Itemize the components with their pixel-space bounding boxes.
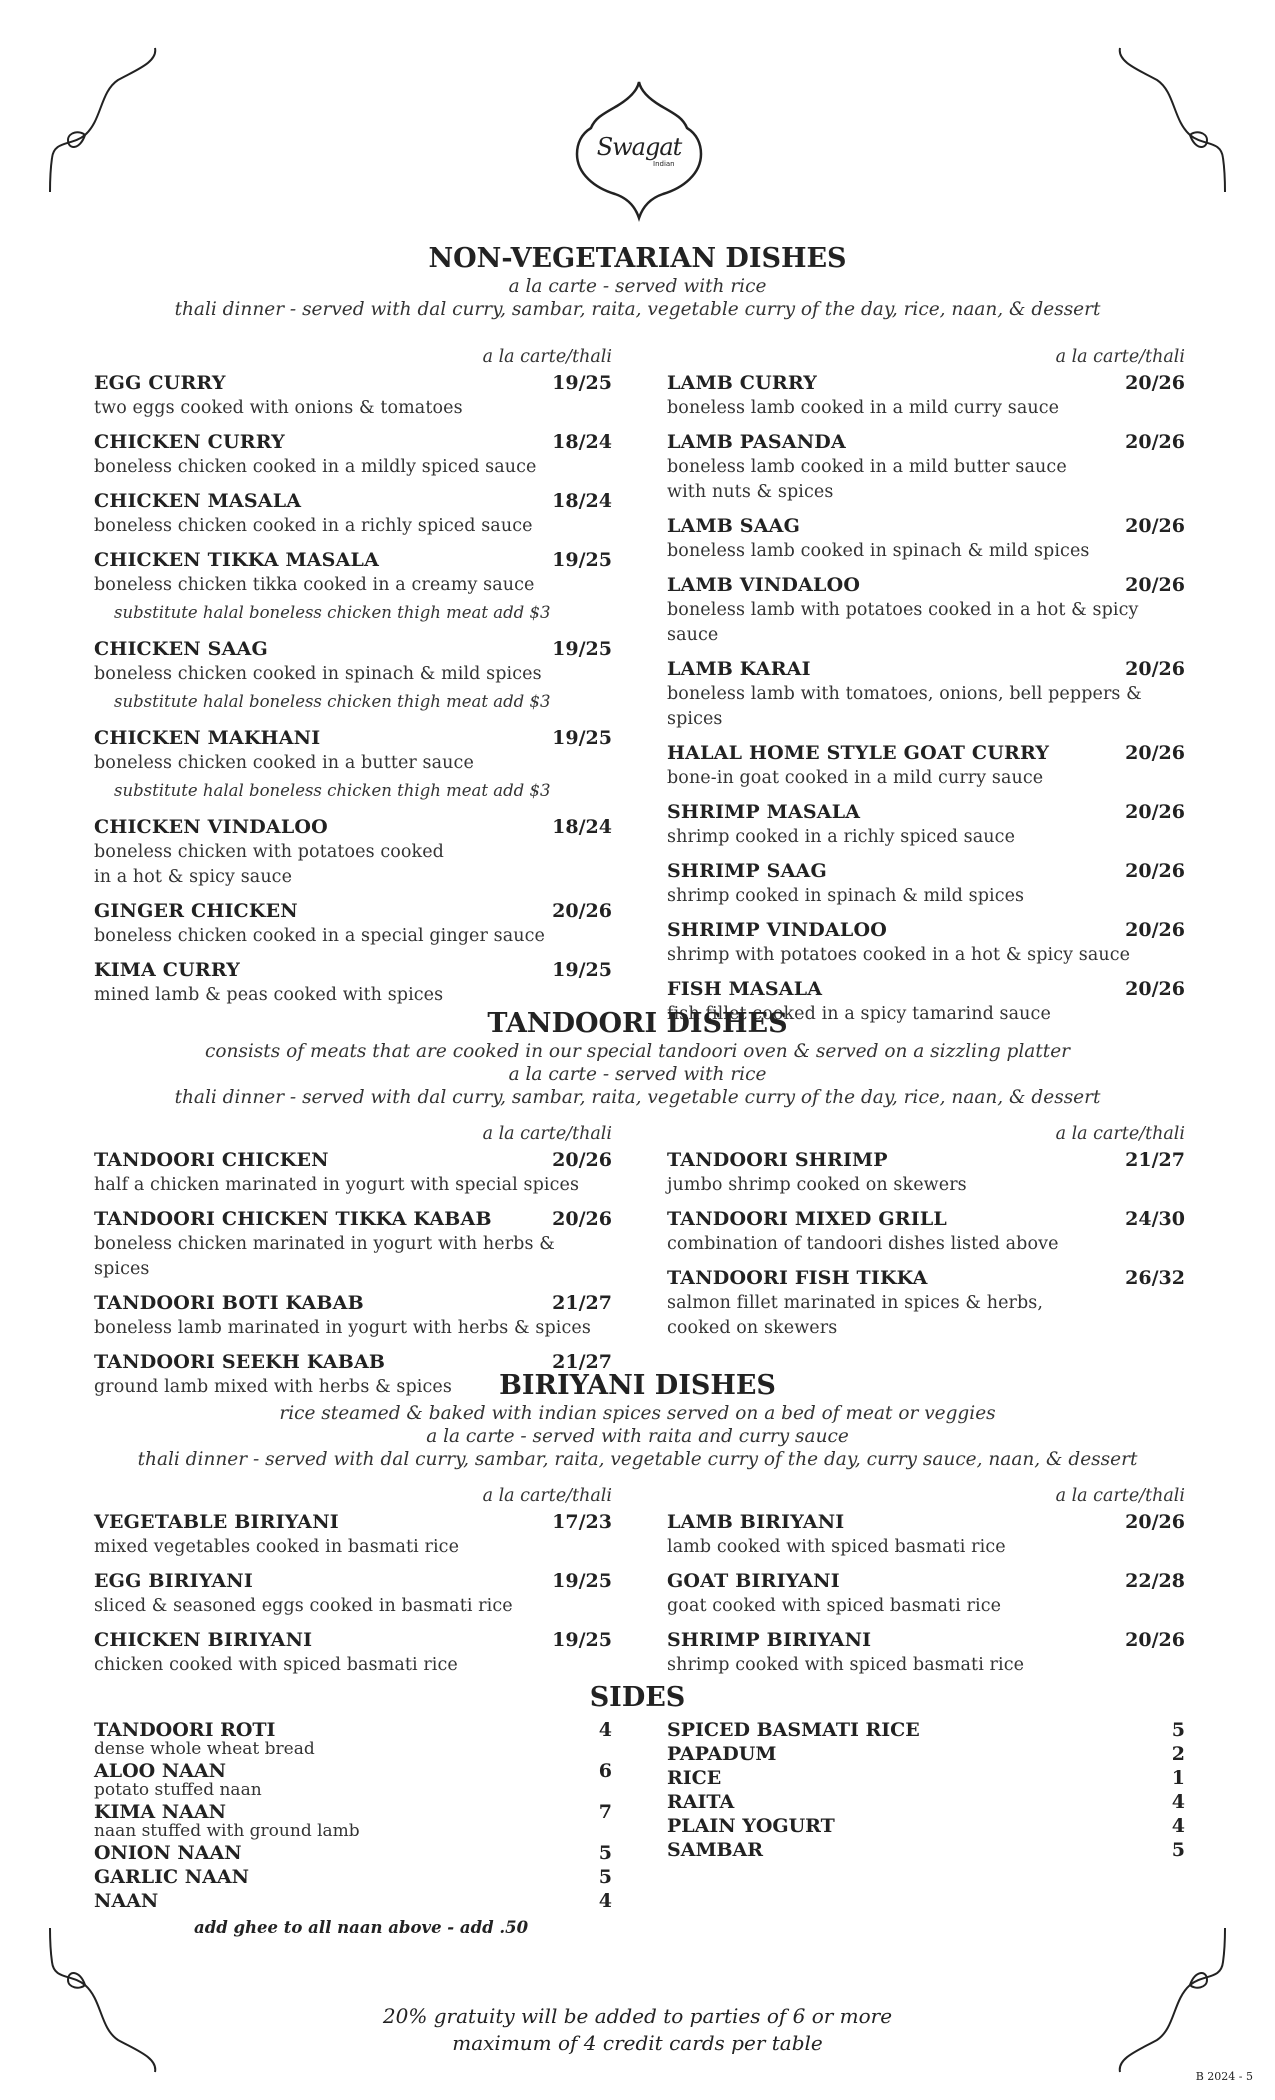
side-item [94,1720,612,1758]
side-name: ONION NAAN [94,1842,242,1864]
menu-item [667,370,1185,421]
column-header: a la carte/thali [482,1486,612,1506]
menu-item [94,898,612,949]
side-item-row [667,1744,1185,1765]
menu-item-row [667,976,1185,1002]
side-price: 7 [598,1801,612,1823]
dish-name: LAMB CURRY [667,372,818,394]
side-item-row [667,1792,1185,1813]
sides-left-column [94,1720,612,1937]
dish-name: CHICKEN TIKKA MASALA [94,549,380,571]
side-name: RICE [667,1767,722,1789]
sides-header [0,1682,1275,1714]
side-name: TANDOORI ROTI [94,1719,276,1741]
dish-name: EGG BIRIYANI [94,1570,253,1592]
dish-description: boneless lamb with tomatoes, onions, bell peppers & spices [667,684,1142,729]
dish-name: SHRIMP SAAG [667,860,827,882]
dish-description: boneless chicken cooked in a butter sauce [94,753,474,773]
dish-note: substitute halal boneless chicken thigh meat add $3 [114,603,551,622]
dish-name: LAMB PASANDA [667,431,846,453]
restaurant-logo [575,78,703,222]
menu-item [667,1265,1185,1341]
dish-description: salmon fillet marinated in spices & herbs, [667,1293,1044,1313]
dish-price: 20/26 [1125,515,1185,537]
tandoori-left-column [94,1121,612,1408]
dish-price: 20/26 [1125,860,1185,882]
dish-price: 18/24 [552,431,612,453]
dish-name: KIMA CURRY [94,959,241,981]
dish-description: boneless lamb marinated in yogurt with herbs & spices [94,1318,591,1338]
dish-name: TANDOORI CHICKEN [94,1149,329,1171]
section-subtitle: consists of meats that are cooked in our special tandoori oven & served on a sizzling platter [204,1041,1070,1062]
dish-price: 19/25 [552,549,612,571]
menu-item [667,799,1185,850]
gratuity-note: 20% gratuity will be added to parties of 6 or more [382,2004,893,2028]
menu-item [94,1509,612,1560]
side-item [667,1792,1185,1813]
dish-description: with nuts & spices [667,482,834,502]
menu-item [667,656,1185,732]
menu-item-row [667,1568,1185,1594]
dish-price: 24/30 [1125,1208,1185,1230]
dish-description: boneless lamb cooked in spinach & mild spices [667,541,1090,561]
menu-item-row [667,429,1185,455]
menu-item [94,1147,612,1198]
dish-name: TANDOORI MIXED GRILL [667,1208,947,1230]
dish-description: mined lamb & peas cooked with spices [94,985,444,1005]
dish-note: substitute halal boneless chicken thigh meat add $3 [114,781,551,800]
dish-name: HALAL HOME STYLE GOAT CURRY [667,742,1050,764]
side-item-row [667,1720,1185,1741]
menu-item-row [667,799,1185,825]
dish-note: substitute halal boneless chicken thigh meat add $3 [114,692,551,711]
sides-right-column [667,1720,1185,1864]
section-subtitle: thali dinner - served with dal curry, sambar, raita, vegetable curry of the day, rice, naan, & dessert [174,1087,1101,1108]
dish-description: boneless chicken cooked in a mildly spiced sauce [94,457,537,477]
menu-item-row [94,1206,612,1232]
dish-name: VEGETABLE BIRIYANI [94,1511,339,1533]
side-name: PLAIN YOGURT [667,1815,835,1837]
section-subtitle: a la carte - served with rice [508,276,767,297]
dish-name: CHICKEN BIRIYANI [94,1629,313,1651]
dish-price: 20/26 [1125,919,1185,941]
dish-price: 21/27 [1125,1149,1185,1171]
menu-item [94,429,612,480]
menu-item-row [94,1568,612,1594]
menu-item [667,513,1185,564]
side-price: 4 [1171,1791,1185,1813]
dish-description: boneless chicken cooked in a special ginger sauce [94,926,545,946]
side-description: naan stuffed with ground lamb [94,1821,360,1841]
side-name: ALOO NAAN [94,1760,227,1782]
dish-description: chicken cooked with spiced basmati rice [94,1655,458,1675]
menu-item [667,1206,1185,1257]
menu-item-row [667,656,1185,682]
menu-item-row [667,917,1185,943]
section-title: TANDOORI DISHES [487,1008,788,1039]
dish-description: two eggs cooked with onions & tomatoes [94,398,463,418]
dish-description: bone-in goat cooked in a mild curry sauce [667,768,1044,788]
dish-price: 21/27 [552,1351,612,1373]
side-item [667,1768,1185,1789]
section-subtitle: a la carte - served with rice [508,1064,767,1085]
menu-item-row [667,1509,1185,1535]
side-name: NAAN [94,1890,159,1912]
menu-code: B 2024 - 5 [1195,2070,1253,2083]
menu-item [667,1509,1185,1560]
dish-name: EGG CURRY [94,372,226,394]
section-title: BIRIYANI DISHES [499,1370,776,1401]
menu-item [94,725,612,806]
menu-item [667,429,1185,505]
menu-item-row [667,1147,1185,1173]
menu-item-row [94,547,612,573]
dish-price: 19/25 [552,959,612,981]
dish-price: 26/32 [1125,1267,1185,1289]
side-price: 6 [598,1760,612,1782]
side-item [667,1816,1185,1837]
menu-item-row [94,814,612,840]
dish-name: LAMB KARAI [667,658,811,680]
menu-item [94,370,612,421]
menu-item [667,1627,1185,1678]
dish-description: cooked on skewers [667,1318,838,1338]
nonveg-right-column [667,344,1185,1035]
dish-name: CHICKEN CURRY [94,431,285,453]
dish-price: 20/26 [1125,372,1185,394]
menu-item-row [94,636,612,662]
dish-price: 17/23 [552,1511,612,1533]
dish-name: LAMB VINDALOO [667,574,861,596]
column-header: a la carte/thali [1055,1486,1185,1506]
tandoori-right-column [667,1121,1185,1349]
section-subtitle: rice steamed & baked with indian spices served on a bed of meat or veggies [279,1403,996,1424]
menu-item [94,1627,612,1678]
menu-item [667,572,1185,648]
side-description: potato stuffed naan [94,1780,262,1800]
menu-item [667,1568,1185,1619]
dish-name: TANDOORI FISH TIKKA [667,1267,928,1289]
section-subtitle: thali dinner - served with dal curry, sambar, raita, vegetable curry of the day, rice, naan, & dessert [174,299,1101,320]
menu-item [94,1568,612,1619]
menu-item-row [94,429,612,455]
dish-price: 21/27 [552,1292,612,1314]
dish-name: CHICKEN MASALA [94,490,302,512]
dish-name: FISH MASALA [667,978,823,1000]
side-item-row [667,1816,1185,1837]
side-name: RAITA [667,1791,735,1813]
dish-price: 20/26 [552,1208,612,1230]
dish-description: boneless lamb cooked in a mild butter sauce [667,457,1067,477]
dish-description: shrimp with potatoes cooked in a hot & spicy sauce [667,945,1131,965]
menu-item [94,547,612,628]
biriyani-right-column [667,1483,1185,1686]
side-item-row [94,1867,612,1888]
dish-description: boneless chicken cooked in spinach & mild spices [94,664,542,684]
dish-price: 19/25 [552,638,612,660]
menu-item-row [94,898,612,924]
footer-notes [0,2003,1275,2057]
corner-flourish-top-right [1095,40,1235,210]
dish-price: 20/26 [1125,801,1185,823]
dish-name: LAMB BIRIYANI [667,1511,845,1533]
side-price: 5 [598,1842,612,1864]
dish-price: 20/26 [1125,742,1185,764]
dish-description: mixed vegetables cooked in basmati rice [94,1537,460,1557]
dish-price: 20/26 [1125,658,1185,680]
dish-price: 19/25 [552,1570,612,1592]
side-name: PAPADUM [667,1743,777,1765]
biriyani-header [0,1370,1275,1471]
menu-item-row [94,1290,612,1316]
section-title: NON-VEGETARIAN DISHES [428,243,847,274]
side-item [667,1720,1185,1741]
side-item-row [667,1768,1185,1789]
dish-description: goat cooked with spiced basmati rice [667,1596,1002,1616]
side-name: GARLIC NAAN [94,1866,249,1888]
dish-name: CHICKEN VINDALOO [94,816,328,838]
logo-wordmark: Swagat [596,133,682,161]
biriyani-left-column [94,1483,612,1686]
logo-subtext: Indian [653,160,675,168]
dish-description: sliced & seasoned eggs cooked in basmati rice [94,1596,513,1616]
menu-item [667,917,1185,968]
dish-price: 19/25 [552,372,612,394]
tandoori-header [0,1008,1275,1109]
corner-flourish-top-left [40,40,180,210]
dish-price: 20/26 [552,900,612,922]
side-item [94,1891,612,1912]
dish-price: 19/25 [552,1629,612,1651]
menu-item-row [94,1627,612,1653]
side-price: 4 [598,1890,612,1912]
side-price: 5 [1171,1719,1185,1741]
nonveg-header [0,243,1275,321]
side-item-row [94,1720,612,1741]
menu-item-row [667,1627,1185,1653]
dish-price: 20/26 [552,1149,612,1171]
dish-price: 20/26 [1125,574,1185,596]
dish-name: SHRIMP BIRIYANI [667,1629,872,1651]
menu-item-row [667,572,1185,598]
dish-name: TANDOORI SHRIMP [667,1149,888,1171]
dish-price: 18/24 [552,490,612,512]
dish-price: 18/24 [552,816,612,838]
menu-item-row [667,740,1185,766]
menu-item-row [94,725,612,751]
dish-description: shrimp cooked in a richly spiced sauce [667,827,1016,847]
side-item-row [94,1891,612,1912]
ghee-note: add ghee to all naan above - add .50 [194,1918,529,1937]
dish-name: CHICKEN MAKHANI [94,727,321,749]
dish-price: 22/28 [1125,1570,1185,1592]
nonveg-left-column [94,344,612,1016]
dish-price: 20/26 [1125,1511,1185,1533]
menu-item-row [94,1509,612,1535]
dish-name: LAMB SAAG [667,515,801,537]
dish-name: SHRIMP MASALA [667,801,861,823]
dish-description: combination of tandoori dishes listed above [667,1234,1059,1254]
menu-item [667,1147,1185,1198]
column-header: a la carte/thali [482,1124,612,1144]
menu-item [94,1206,612,1282]
credit-card-note: maximum of 4 credit cards per table [452,2031,823,2055]
dish-description: lamb cooked with spiced basmati rice [667,1537,1006,1557]
dish-name: GINGER CHICKEN [94,900,298,922]
side-price: 2 [1171,1743,1185,1765]
menu-item-row [94,957,612,983]
dish-name: TANDOORI BOTI KABAB [94,1292,364,1314]
menu-item-row [667,513,1185,539]
menu-item [94,1290,612,1341]
side-item-row [94,1761,612,1782]
menu-item [94,488,612,539]
dish-description: jumbo shrimp cooked on skewers [667,1175,967,1195]
dish-description: in a hot & spicy sauce [94,867,293,887]
menu-item [667,740,1185,791]
side-price: 5 [598,1866,612,1888]
dish-name: GOAT BIRIYANI [667,1570,840,1592]
side-item [667,1840,1185,1861]
menu-item-row [667,370,1185,396]
side-item-row [667,1840,1185,1861]
section-title: SIDES [589,1682,686,1713]
menu-item-row [94,1147,612,1173]
dish-name: TANDOORI CHICKEN TIKKA KABAB [94,1208,492,1230]
dish-name: TANDOORI SEEKH KABAB [94,1351,386,1373]
section-subtitle: a la carte - served with raita and curry sauce [426,1426,849,1447]
menu-item [94,957,612,1008]
side-description: dense whole wheat bread [94,1739,315,1759]
menu-item [667,858,1185,909]
menu-item [94,814,612,890]
column-header: a la carte/thali [1055,1124,1185,1144]
dish-description: fish fillet cooked in a spicy tamarind sauce [667,1004,1051,1024]
dish-description: boneless chicken tikka cooked in a creamy sauce [94,575,535,595]
menu-item-row [94,370,612,396]
side-name: SAMBAR [667,1839,764,1861]
side-name: KIMA NAAN [94,1801,227,1823]
dish-description: shrimp cooked with spiced basmati rice [667,1655,1025,1675]
dish-name: CHICKEN SAAG [94,638,268,660]
side-item [667,1744,1185,1765]
side-item [94,1761,612,1799]
side-item [94,1843,612,1864]
dish-description: boneless lamb cooked in a mild curry sauce [667,398,1060,418]
menu-item [94,636,612,717]
dish-price: 20/26 [1125,431,1185,453]
dish-name: SHRIMP VINDALOO [667,919,887,941]
dish-price: 20/26 [1125,978,1185,1000]
section-subtitle: thali dinner - served with dal curry, sambar, raita, vegetable curry of the day, curry sauce, naan, & dessert [137,1449,1138,1470]
dish-description: boneless chicken with potatoes cooked [94,842,444,862]
menu-item-row [667,858,1185,884]
dish-description: boneless chicken marinated in yogurt with herbs & spices [94,1234,555,1279]
side-item [94,1867,612,1888]
side-item-row [94,1802,612,1823]
menu-item-row [667,1265,1185,1291]
side-item-row [94,1843,612,1864]
dish-description: half a chicken marinated in yogurt with special spices [94,1175,580,1195]
side-item [94,1802,612,1840]
dish-description: boneless chicken cooked in a richly spiced sauce [94,516,533,536]
dish-description: shrimp cooked in spinach & mild spices [667,886,1025,906]
dish-description: ground lamb mixed with herbs & spices [94,1377,452,1397]
side-price: 4 [1171,1815,1185,1837]
side-price: 4 [598,1719,612,1741]
column-header: a la carte/thali [1055,347,1185,367]
menu-item-row [94,488,612,514]
side-price: 1 [1171,1767,1185,1789]
dish-price: 20/26 [1125,1629,1185,1651]
dish-description: boneless lamb with potatoes cooked in a hot & spicy sauce [667,600,1139,645]
side-name: SPICED BASMATI RICE [667,1719,920,1741]
side-price: 5 [1171,1839,1185,1861]
column-header: a la carte/thali [482,347,612,367]
dish-price: 19/25 [552,727,612,749]
menu-item-row [667,1206,1185,1232]
